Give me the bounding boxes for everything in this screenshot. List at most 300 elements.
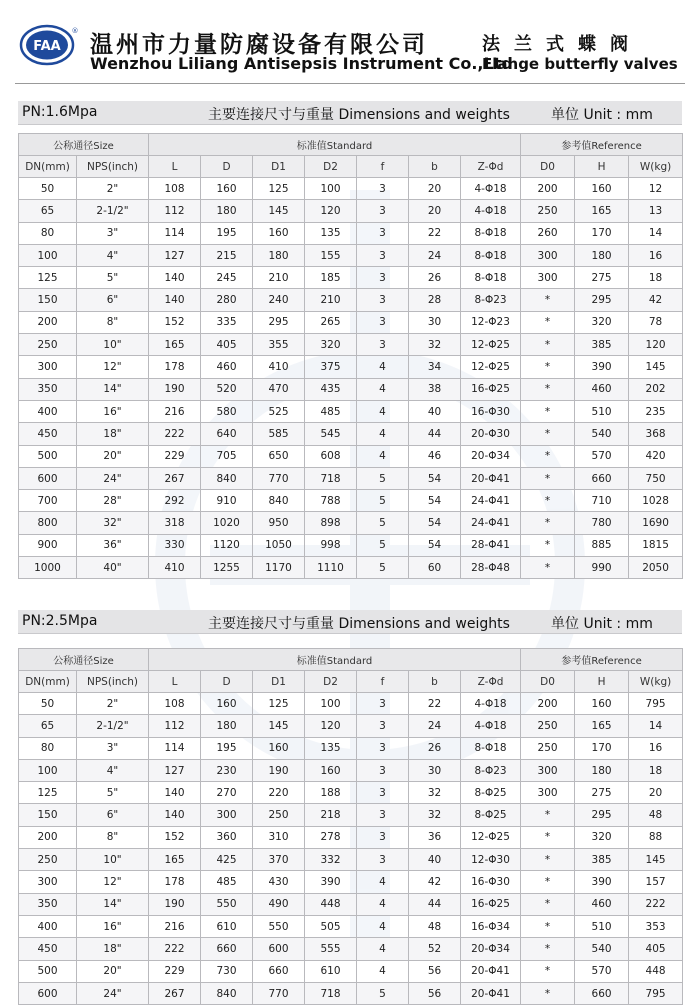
table-cell: 600 (19, 467, 77, 489)
header-divider (15, 83, 685, 84)
table-cell: 30 (409, 311, 461, 333)
table-cell: 355 (253, 334, 305, 356)
table-row (19, 737, 683, 759)
table-cell: * (521, 311, 575, 333)
table-cell: 300 (521, 267, 575, 289)
table-cell: 56 (409, 960, 461, 982)
table-row (19, 759, 683, 781)
table-cell: 5 (357, 512, 409, 534)
table-cell: 400 (19, 915, 77, 937)
page-header (0, 0, 700, 90)
table-cell: 450 (19, 938, 77, 960)
table-cell: 8-Φ18 (461, 222, 521, 244)
table-cell: 710 (575, 490, 629, 512)
dimensions-table-pn16 (18, 133, 683, 579)
table-cell: 750 (629, 467, 683, 489)
table-cell: 4 (357, 400, 409, 422)
table-cell: 44 (409, 423, 461, 445)
table-cell: 1110 (305, 557, 357, 579)
table-cell: 165 (575, 715, 629, 737)
table-cell: 180 (201, 715, 253, 737)
table-cell: 245 (201, 267, 253, 289)
table-cell: 14" (77, 893, 149, 915)
table-cell: 4 (357, 871, 409, 893)
table-cell: 114 (149, 222, 201, 244)
table-cell: 150 (19, 289, 77, 311)
table-cell: 4 (357, 445, 409, 467)
table-cell: 108 (149, 178, 201, 200)
table-cell: 350 (19, 378, 77, 400)
table-cell: 840 (253, 490, 305, 512)
table-cell: 250 (253, 804, 305, 826)
table-cell: 222 (149, 938, 201, 960)
table-cell: * (521, 467, 575, 489)
table-cell: 16-Φ30 (461, 871, 521, 893)
table-cell: 170 (575, 737, 629, 759)
table-cell: 125 (19, 267, 77, 289)
table-cell: 112 (149, 200, 201, 222)
column-header-row (19, 156, 683, 178)
table-cell: 4-Φ18 (461, 693, 521, 715)
section-title: 主要连接尺寸与重量 Dimensions and weights (208, 107, 510, 123)
product-name-cn: 法兰式蝶阀 (482, 34, 642, 55)
table-cell: * (521, 849, 575, 871)
table-cell: 660 (575, 982, 629, 1004)
table-cell: 420 (629, 445, 683, 467)
table-cell: 145 (629, 356, 683, 378)
table-cell: 65 (19, 200, 77, 222)
group-standard: 标准值Standard (149, 649, 521, 671)
table-cell: 24" (77, 982, 149, 1004)
table-cell: 160 (575, 693, 629, 715)
table-cell: 3" (77, 737, 149, 759)
table-cell: 898 (305, 512, 357, 534)
table-cell: * (521, 490, 575, 512)
col-f: f (357, 671, 409, 693)
table-cell: 38 (409, 378, 461, 400)
table-cell: 4 (357, 938, 409, 960)
table-cell: 54 (409, 534, 461, 556)
table-cell: 610 (305, 960, 357, 982)
table-row (19, 512, 683, 534)
table-cell: 145 (253, 715, 305, 737)
table-row (19, 200, 683, 222)
table-row (19, 826, 683, 848)
table-cell: 705 (201, 445, 253, 467)
table-cell: 660 (253, 960, 305, 982)
section-bar-pn25 (18, 610, 682, 634)
faa-logo-icon (20, 24, 78, 66)
table-cell: 14 (629, 222, 683, 244)
table-cell: 18" (77, 938, 149, 960)
table-cell: * (521, 915, 575, 937)
table-cell: 152 (149, 826, 201, 848)
table-cell: 410 (253, 356, 305, 378)
table-cell: 730 (201, 960, 253, 982)
table-cell: * (521, 356, 575, 378)
table-cell: 165 (149, 849, 201, 871)
table-cell: 56 (409, 982, 461, 1004)
table-cell: 550 (201, 893, 253, 915)
table-cell: 160 (575, 178, 629, 200)
table-cell: * (521, 400, 575, 422)
table-cell: 540 (575, 423, 629, 445)
col-d2: D2 (305, 156, 357, 178)
table-cell: 229 (149, 960, 201, 982)
table-cell: 140 (149, 289, 201, 311)
table-cell: 20-Φ41 (461, 982, 521, 1004)
table-cell: 608 (305, 445, 357, 467)
table-cell: 275 (575, 782, 629, 804)
table-cell: 3 (357, 289, 409, 311)
table-cell: 190 (149, 378, 201, 400)
table-cell: 990 (575, 557, 629, 579)
table-cell: 222 (629, 893, 683, 915)
table-cell: * (521, 534, 575, 556)
table-cell: 12 (629, 178, 683, 200)
table-cell: 900 (19, 534, 77, 556)
table-row (19, 849, 683, 871)
table-cell: 210 (305, 289, 357, 311)
table-cell: 13 (629, 200, 683, 222)
table-cell: 2-1/2" (77, 200, 149, 222)
table-cell: 3 (357, 311, 409, 333)
table-cell: 24 (409, 244, 461, 266)
table-cell: 200 (19, 311, 77, 333)
table-cell: 8-Φ18 (461, 267, 521, 289)
col-d2: D2 (305, 671, 357, 693)
table-cell: 188 (305, 782, 357, 804)
table-cell: 26 (409, 737, 461, 759)
table-cell: 510 (575, 400, 629, 422)
table-cell: 600 (19, 982, 77, 1004)
table-cell: 265 (305, 311, 357, 333)
col-d: D (201, 671, 253, 693)
table-cell: 4" (77, 759, 149, 781)
table-cell: 1170 (253, 557, 305, 579)
col-b: b (409, 156, 461, 178)
table-cell: 450 (19, 423, 77, 445)
table-row (19, 267, 683, 289)
table-cell: 3 (357, 178, 409, 200)
table-cell: 250 (19, 334, 77, 356)
table-cell: * (521, 512, 575, 534)
table-cell: 6" (77, 289, 149, 311)
table-cell: 4 (357, 915, 409, 937)
table-cell: 40" (77, 557, 149, 579)
table-cell: 32 (409, 334, 461, 356)
table-cell: 160 (253, 737, 305, 759)
table-cell: 350 (19, 893, 77, 915)
table-cell: 4 (357, 960, 409, 982)
table-row (19, 534, 683, 556)
table-cell: 178 (149, 356, 201, 378)
col-l: L (149, 156, 201, 178)
table-cell: 195 (201, 737, 253, 759)
table-row (19, 915, 683, 937)
table-cell: 145 (253, 200, 305, 222)
table-cell: 18" (77, 423, 149, 445)
table-cell: 610 (201, 915, 253, 937)
table-cell: 65 (19, 715, 77, 737)
table-cell: 485 (201, 871, 253, 893)
table-cell: 3 (357, 693, 409, 715)
table-cell: 385 (575, 849, 629, 871)
table-cell: 275 (575, 267, 629, 289)
table-cell: 16 (629, 244, 683, 266)
table-cell: 160 (201, 178, 253, 200)
table-cell: 448 (305, 893, 357, 915)
table-cell: 3" (77, 222, 149, 244)
table-cell: 12" (77, 356, 149, 378)
table-cell: 140 (149, 782, 201, 804)
column-group-row (19, 649, 683, 671)
table-cell: 295 (575, 804, 629, 826)
table-cell: 210 (253, 267, 305, 289)
table-cell: 20" (77, 960, 149, 982)
table-cell: 20-Φ34 (461, 445, 521, 467)
table-cell: 12-Φ25 (461, 334, 521, 356)
table-cell: 3 (357, 759, 409, 781)
table-cell: 525 (253, 400, 305, 422)
table-cell: 300 (521, 759, 575, 781)
table-cell: 52 (409, 938, 461, 960)
table-cell: 4-Φ18 (461, 715, 521, 737)
table-cell: 157 (629, 871, 683, 893)
table-cell: 8-Φ25 (461, 782, 521, 804)
table-cell: 770 (253, 982, 305, 1004)
table-cell: 500 (19, 445, 77, 467)
table-cell: 112 (149, 715, 201, 737)
table-cell: 320 (575, 311, 629, 333)
table-cell: 585 (253, 423, 305, 445)
table-cell: 42 (629, 289, 683, 311)
table-cell: 34 (409, 356, 461, 378)
table-cell: 160 (201, 693, 253, 715)
table-cell: 295 (253, 311, 305, 333)
table-cell: 14" (77, 378, 149, 400)
table-row (19, 244, 683, 266)
table-cell: 405 (629, 938, 683, 960)
table-cell: 300 (521, 782, 575, 804)
table-cell: 390 (305, 871, 357, 893)
unit-label: 单位 Unit : mm (551, 616, 653, 632)
table-cell: 12-Φ30 (461, 849, 521, 871)
table-cell: 24 (409, 715, 461, 737)
table-cell: 3 (357, 244, 409, 266)
table-cell: 270 (201, 782, 253, 804)
table-cell: 795 (629, 982, 683, 1004)
table-cell: 770 (253, 467, 305, 489)
table-cell: * (521, 378, 575, 400)
table-cell: 48 (409, 915, 461, 937)
table-cell: 390 (575, 871, 629, 893)
col-f: f (357, 156, 409, 178)
table-row (19, 804, 683, 826)
table-cell: 127 (149, 759, 201, 781)
table-cell: 788 (305, 490, 357, 512)
table-cell: 410 (149, 557, 201, 579)
table-cell: 20-Φ34 (461, 938, 521, 960)
table-cell: 545 (305, 423, 357, 445)
table-row (19, 356, 683, 378)
table-cell: 4-Φ18 (461, 178, 521, 200)
table-cell: 32" (77, 512, 149, 534)
table-cell: 250 (521, 715, 575, 737)
table-cell: 216 (149, 400, 201, 422)
pressure-rating: PN:2.5Mpa (22, 613, 98, 629)
table-cell: 555 (305, 938, 357, 960)
table-cell: 318 (149, 512, 201, 534)
table-cell: 718 (305, 467, 357, 489)
table-cell: 400 (19, 400, 77, 422)
table-cell: 180 (201, 200, 253, 222)
table-cell: 135 (305, 737, 357, 759)
table-cell: 3 (357, 782, 409, 804)
table-cell: 30 (409, 759, 461, 781)
table-cell: 300 (19, 871, 77, 893)
table-cell: 165 (149, 334, 201, 356)
table-cell: 5" (77, 782, 149, 804)
table-cell: 2" (77, 693, 149, 715)
table-cell: 44 (409, 893, 461, 915)
table-cell: 16" (77, 400, 149, 422)
table-cell: 155 (305, 244, 357, 266)
table-cell: 700 (19, 490, 77, 512)
table-cell: 310 (253, 826, 305, 848)
dimensions-table-pn25 (18, 648, 683, 1005)
group-size: 公称通径Size (19, 649, 149, 671)
table-cell: 250 (521, 737, 575, 759)
table-cell: 375 (305, 356, 357, 378)
table-cell: 3 (357, 804, 409, 826)
table-cell: 222 (149, 423, 201, 445)
table-cell: 795 (629, 693, 683, 715)
table-cell: 140 (149, 804, 201, 826)
table-cell: 448 (629, 960, 683, 982)
table-cell: 3 (357, 715, 409, 737)
table-cell: 200 (19, 826, 77, 848)
table-cell: 240 (253, 289, 305, 311)
table-cell: 280 (201, 289, 253, 311)
table-cell: * (521, 557, 575, 579)
table-cell: 28" (77, 490, 149, 512)
table-cell: 425 (201, 849, 253, 871)
table-cell: 28-Φ48 (461, 557, 521, 579)
table-cell: * (521, 960, 575, 982)
table-cell: 200 (521, 178, 575, 200)
table-cell: 5 (357, 534, 409, 556)
table-cell: 4 (357, 893, 409, 915)
table-cell: 12" (77, 871, 149, 893)
table-cell: 140 (149, 267, 201, 289)
table-cell: 28 (409, 289, 461, 311)
table-cell: * (521, 423, 575, 445)
table-cell: 470 (253, 378, 305, 400)
table-cell: 216 (149, 915, 201, 937)
table-cell: 20 (629, 782, 683, 804)
table-cell: 50 (19, 693, 77, 715)
group-size: 公称通径Size (19, 134, 149, 156)
table-row (19, 782, 683, 804)
table-cell: 390 (575, 356, 629, 378)
table-cell: 50 (19, 178, 77, 200)
table-cell: 12-Φ23 (461, 311, 521, 333)
table-cell: 8" (77, 826, 149, 848)
table-cell: 1815 (629, 534, 683, 556)
col-d0: D0 (521, 156, 575, 178)
table-cell: 80 (19, 222, 77, 244)
table-cell: 88 (629, 826, 683, 848)
table-cell: 20" (77, 445, 149, 467)
table-cell: 910 (201, 490, 253, 512)
col-weight: W(kg) (629, 156, 683, 178)
table-cell: 1120 (201, 534, 253, 556)
table-cell: 10" (77, 334, 149, 356)
table-cell: 8-Φ18 (461, 737, 521, 759)
table-cell: 500 (19, 960, 77, 982)
table-cell: 180 (253, 244, 305, 266)
table-row (19, 334, 683, 356)
col-nps: NPS(inch) (77, 671, 149, 693)
col-zd: Z-Φd (461, 671, 521, 693)
table-row (19, 871, 683, 893)
table-cell: 267 (149, 982, 201, 1004)
table-cell: 8-Φ18 (461, 244, 521, 266)
table-cell: 10" (77, 849, 149, 871)
table-cell: 135 (305, 222, 357, 244)
company-name-cn: 温州市力量防腐设备有限公司 (90, 32, 428, 58)
table-cell: 360 (201, 826, 253, 848)
table-cell: 840 (201, 467, 253, 489)
col-l: L (149, 671, 201, 693)
col-weight: W(kg) (629, 671, 683, 693)
table-cell: 190 (149, 893, 201, 915)
table-cell: 180 (575, 759, 629, 781)
table-row (19, 289, 683, 311)
table-cell: 6" (77, 804, 149, 826)
table-cell: 14 (629, 715, 683, 737)
table-cell: 580 (201, 400, 253, 422)
table-cell: 650 (253, 445, 305, 467)
table-cell: 3 (357, 737, 409, 759)
table-row (19, 222, 683, 244)
table-cell: 295 (575, 289, 629, 311)
table-cell: 2-1/2" (77, 715, 149, 737)
table-cell: 550 (253, 915, 305, 937)
table-row (19, 423, 683, 445)
table-cell: 18 (629, 267, 683, 289)
table-cell: 26 (409, 267, 461, 289)
table-cell: 100 (19, 759, 77, 781)
table-cell: 540 (575, 938, 629, 960)
table-cell: 885 (575, 534, 629, 556)
table-cell: 368 (629, 423, 683, 445)
table-cell: 335 (201, 311, 253, 333)
group-reference: 参考值Reference (521, 649, 683, 671)
table-cell: 520 (201, 378, 253, 400)
table-cell: 353 (629, 915, 683, 937)
table-cell: 405 (201, 334, 253, 356)
table-cell: 300 (19, 356, 77, 378)
table-cell: 48 (629, 804, 683, 826)
table-cell: 32 (409, 804, 461, 826)
table-cell: 46 (409, 445, 461, 467)
table-cell: 570 (575, 960, 629, 982)
table-row (19, 311, 683, 333)
table-cell: 250 (521, 200, 575, 222)
table-cell: 218 (305, 804, 357, 826)
